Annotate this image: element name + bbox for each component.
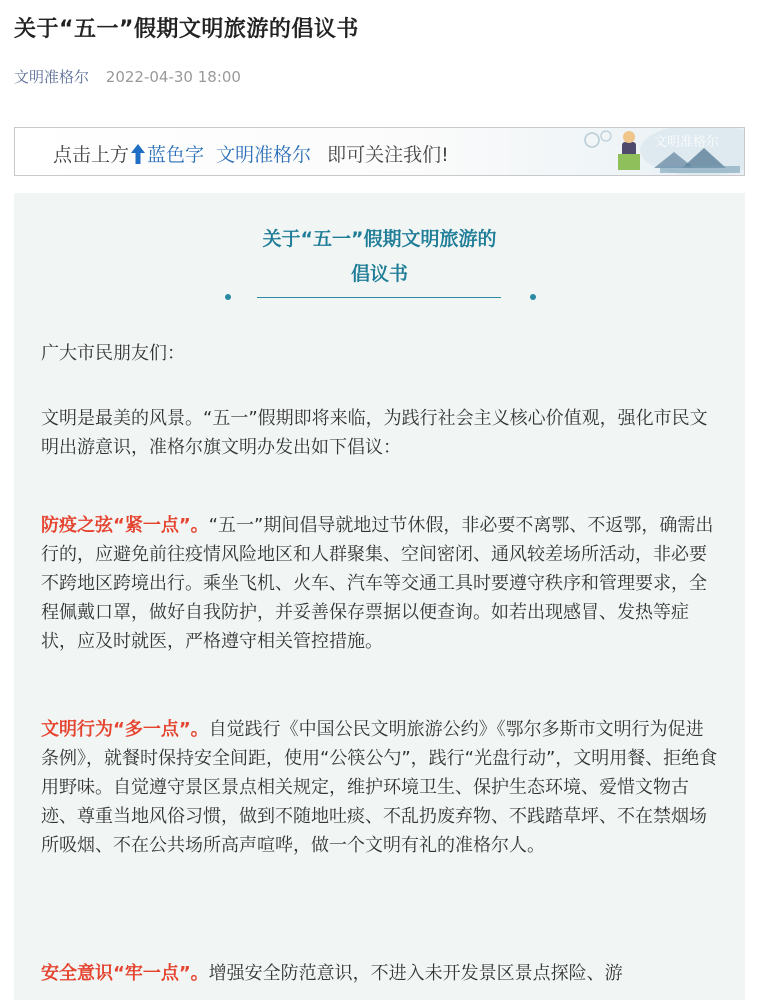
up-arrow-icon	[131, 144, 145, 166]
proposal-heading: 文明行为“多一点”。	[41, 719, 209, 740]
banner-account-name: 文明准格尔	[216, 144, 312, 166]
banner-logo-icon	[574, 128, 744, 175]
title-dot-right	[530, 294, 536, 300]
title-divider	[257, 297, 501, 298]
banner-blue-text: 蓝色字	[147, 144, 205, 166]
proposal-heading: 防疫之弦“紧一点”。	[41, 515, 209, 536]
proposal-heading: 安全意识“牢一点”。	[41, 963, 209, 984]
proposal-item	[41, 959, 721, 988]
proposal-text: 增强安全防范意识，不进入未开发景区景点探险、游	[208, 963, 623, 984]
banner-suffix: 即可关注我们!	[327, 144, 449, 166]
card-title-line2: 倡议书	[350, 263, 408, 285]
follow-banner-text	[53, 140, 449, 167]
proposal-text: “五一”期间倡导就地过节休假，非必要不离鄂、不返鄂，确需出行的，应避免前往疫情风险地区和人群聚集、空间密闭、通风较差场所活动，非必要不跨地区跨境出行。乘坐飞机、火车、汽车等交通工具时要遵守秩序和管理要求，全程佩戴口罩，做好自我防护，并妥善保存票据以便查询。如若出现感冒、发热等症状，应及时就医，严格遵守相关管控措施。	[41, 515, 714, 652]
title-dot-left	[225, 294, 231, 300]
publish-date: 2022-04-30 18:00	[105, 68, 241, 86]
proposal-item	[41, 511, 721, 656]
card-title-line1: 关于“五一”假期文明旅游的	[262, 228, 497, 250]
proposal-item	[41, 715, 721, 860]
banner-logo-text: 文明准格尔	[654, 135, 720, 150]
content-card	[14, 193, 745, 1000]
follow-banner[interactable]	[14, 127, 745, 176]
banner-prefix: 点击上方	[53, 144, 130, 166]
article-title: 关于“五一”假期文明旅游的倡议书	[14, 17, 359, 42]
account-link[interactable]: 文明准格尔	[14, 68, 90, 86]
article-meta	[14, 66, 241, 87]
intro-paragraph: 文明是最美的风景。“五一”假期即将来临，为践行社会主义核心价值观，强化市民文明出游意识，准格尔旗文明办发出如下倡议：	[41, 408, 708, 458]
proposal-text: 自觉践行《中国公民文明旅游公约》《鄂尔多斯市文明行为促进条例》，就餐时保持安全间距，使用“公筷公勺”，践行“光盘行动”，文明用餐、拒绝食用野味。自觉遵守景区景点相关规定，维护环境卫生、保护生态环境、爱惜文物古迹、尊重当地风俗习惯，做到不随地吐痰、不乱扔废弃物、不践踏草坪、不在禁烟场所吸烟、不在公共场所高声喧哗，做一个文明有礼的准格尔人。	[41, 719, 718, 856]
greeting: 广大市民朋友们：	[41, 343, 185, 364]
